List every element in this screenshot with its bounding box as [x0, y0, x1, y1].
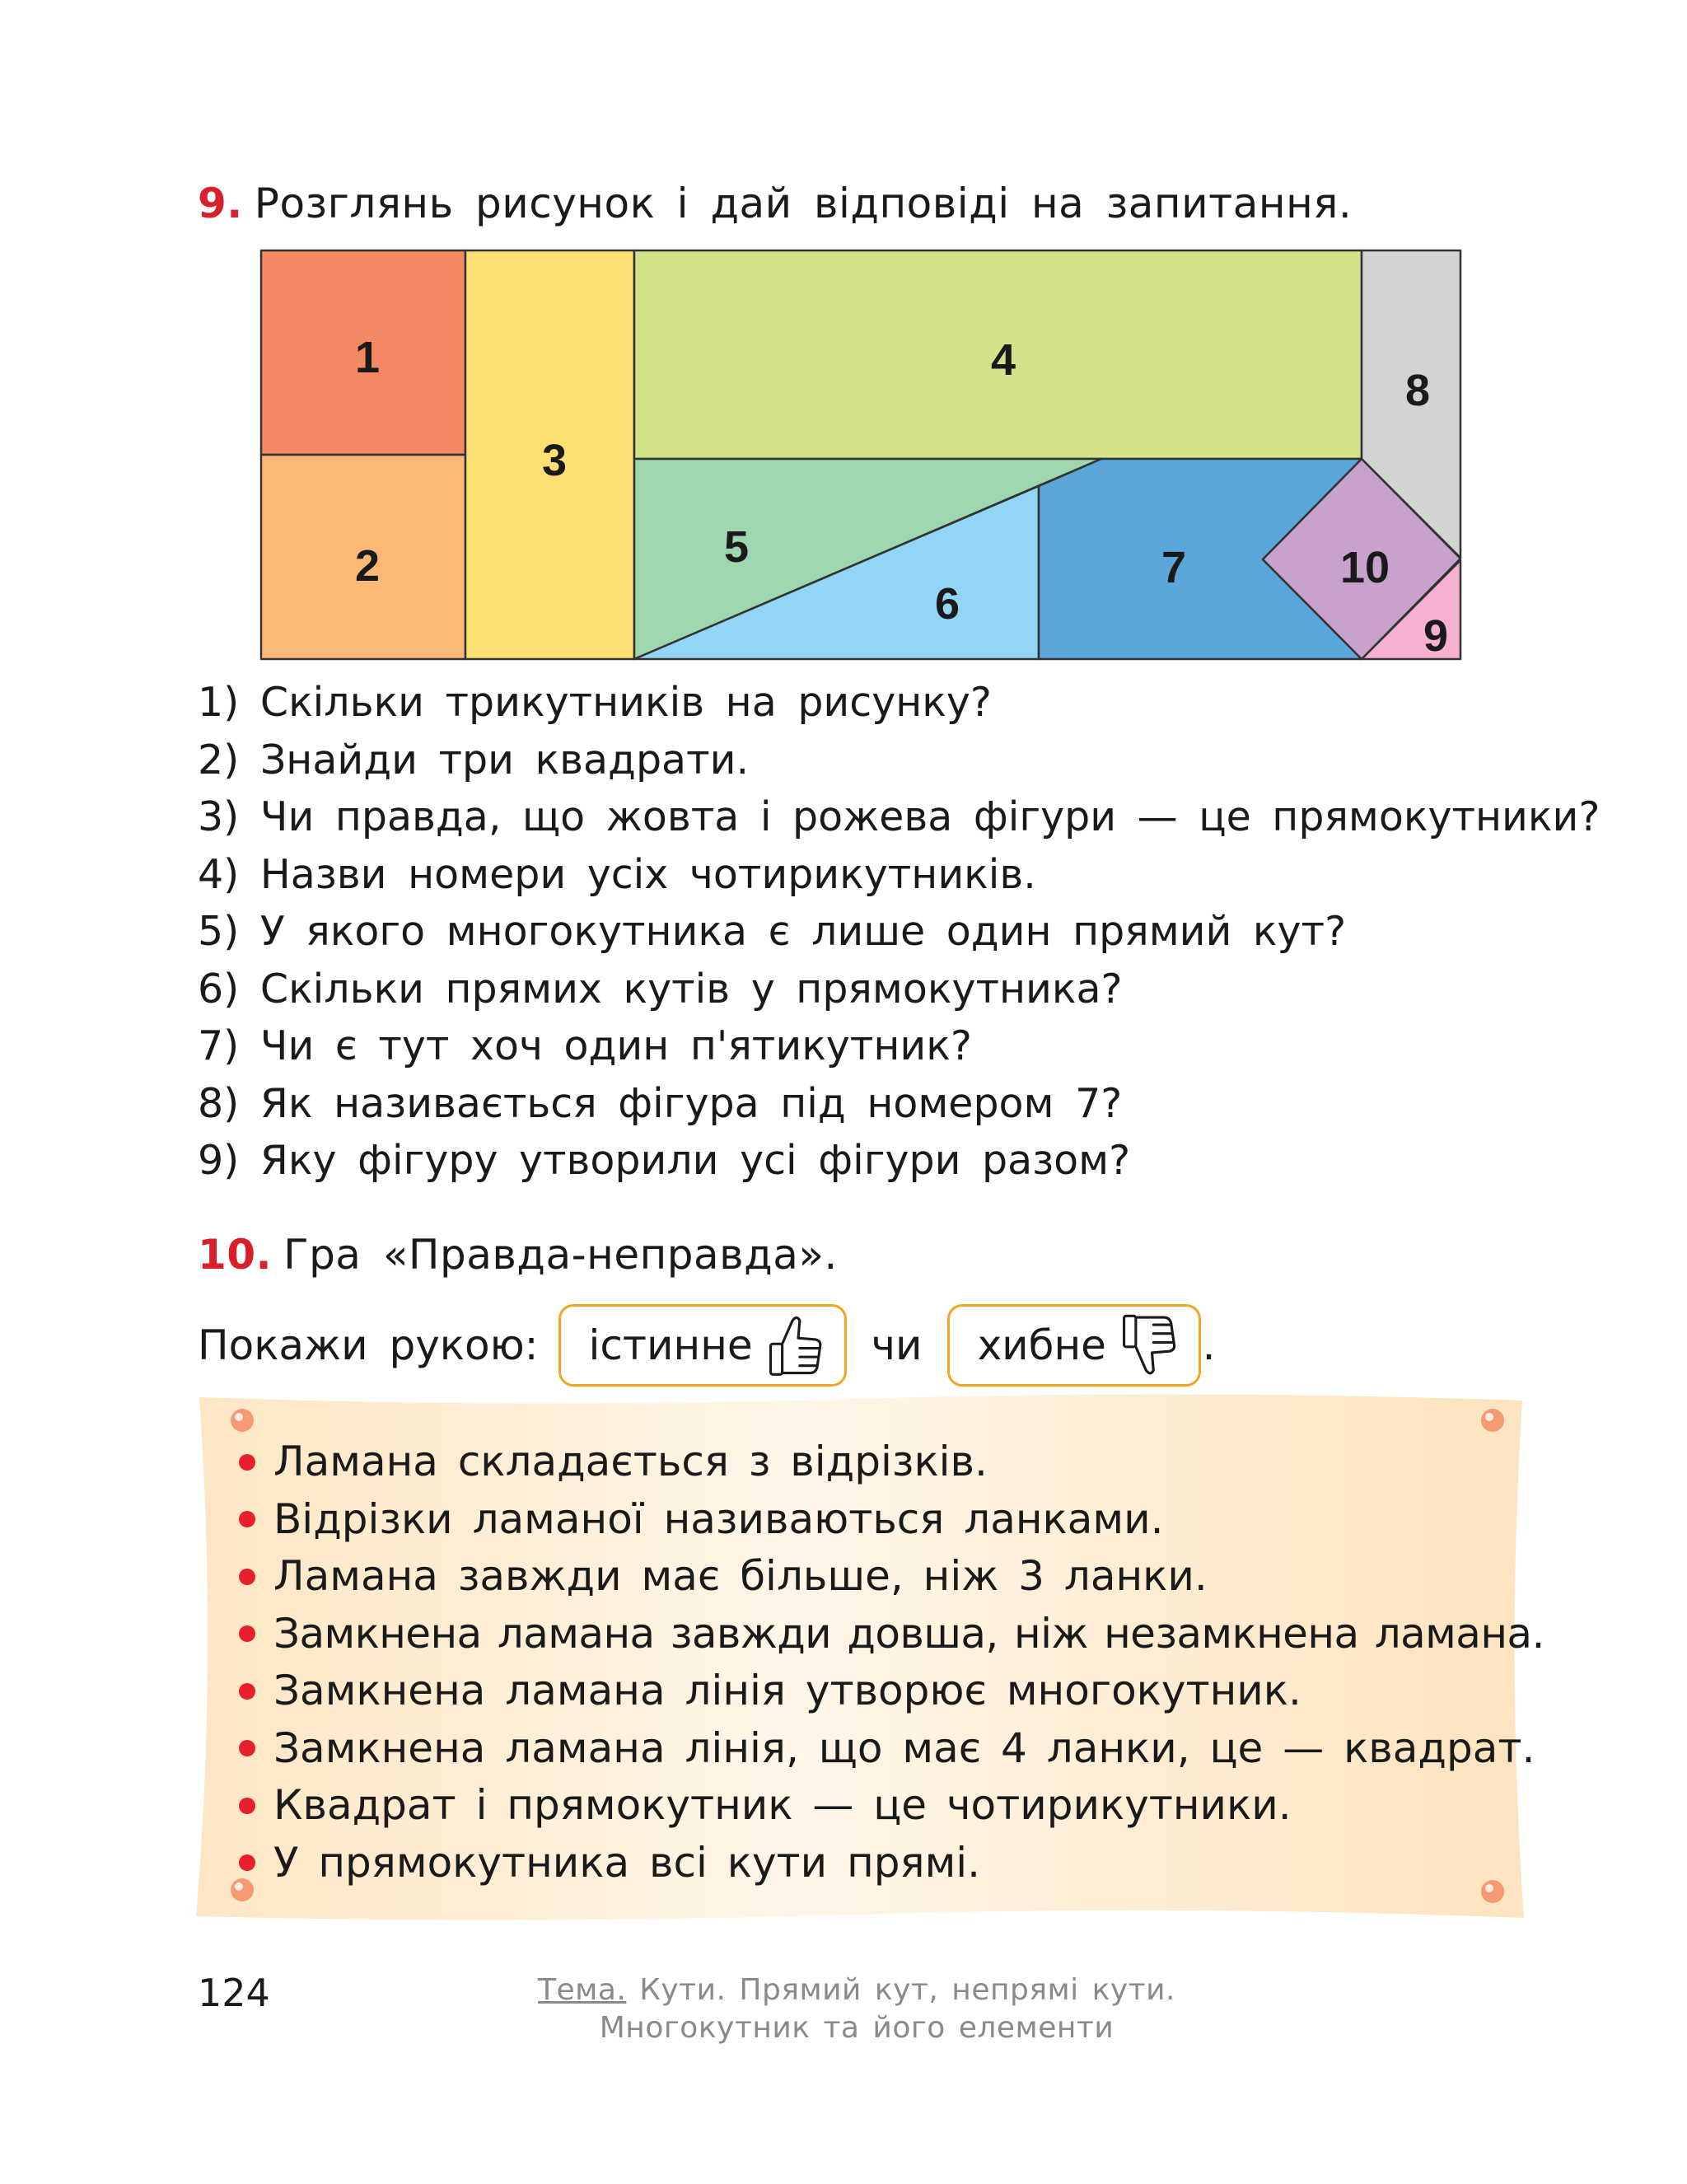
topic-footer — [527, 1971, 1186, 2047]
questions-list — [198, 674, 1600, 1190]
shape-2-label: 2 — [354, 541, 381, 591]
show-label: Покажи рукою: — [198, 1321, 539, 1369]
statement-text: Замкнена ламана лінія, що має 4 ланки, це — квадрат. — [273, 1723, 1535, 1772]
topic-line-1: Кути. Прямий кут, непрямі кути. — [639, 1973, 1175, 2007]
statement-text: Квадрат і прямокутник — це чотирикутники. — [273, 1781, 1292, 1829]
show-by-hand-line — [198, 1300, 1215, 1391]
topic-line-2: Многокутник та його елементи — [599, 2011, 1115, 2045]
or-label: чи — [871, 1321, 923, 1369]
pin-icon — [231, 1409, 254, 1432]
statement-item — [239, 1548, 1544, 1606]
shape-7-label: 7 — [1161, 543, 1187, 592]
bullet-icon — [239, 1511, 255, 1527]
statement-text: Відрізки ламаної називаються ланками. — [273, 1494, 1164, 1543]
shape-5-label: 5 — [723, 522, 750, 572]
shape-8-label: 8 — [1404, 366, 1431, 415]
shapes-figure — [259, 249, 1462, 662]
task-10-title: Гра «Правда-неправда». — [283, 1231, 838, 1279]
bullet-icon — [239, 1798, 255, 1814]
shape-4-label: 4 — [990, 335, 1016, 385]
statement-text: Замкнена ламана лінія утворює многокутник. — [273, 1667, 1301, 1714]
true-label: істинне — [588, 1321, 753, 1369]
statement-text: Ламана завжди має більше, ніж 3 ланки. — [273, 1552, 1208, 1600]
task-9-number: 9. — [198, 180, 243, 227]
statement-item — [239, 1433, 1544, 1491]
question-item: 6) Скільки прямих кутів у прямокутника? — [198, 965, 1123, 1012]
shape-3-label: 3 — [541, 436, 568, 485]
question-item: 8) Як називається фігура під номером 7? — [198, 1079, 1123, 1127]
true-pill — [558, 1304, 847, 1387]
pin-icon — [1481, 1409, 1504, 1432]
statement-text: У прямокутника всі кути прямі. — [273, 1838, 981, 1887]
statements-list — [239, 1433, 1544, 1892]
task-10-number: 10. — [198, 1231, 273, 1279]
question-item: 4) Назви номери усіх чотирикутників. — [198, 850, 1036, 898]
question-item: 9) Яку фігуру утворили усі фігури разом? — [198, 1137, 1131, 1184]
statement-item — [239, 1663, 1544, 1720]
question-item: 7) Чи є тут хоч один п'ятикутник? — [198, 1022, 972, 1069]
task-9-heading — [198, 180, 1352, 227]
question-item: 1) Скільки трикутників на рисунку? — [198, 679, 992, 726]
bullet-icon — [239, 1740, 255, 1756]
shape-9-label: 9 — [1423, 611, 1449, 661]
statement-item — [239, 1491, 1544, 1549]
bullet-icon — [239, 1625, 255, 1642]
shape-1-label: 1 — [354, 333, 381, 382]
statement-text: Ламана складається з відрізків. — [273, 1438, 988, 1485]
false-pill — [947, 1304, 1201, 1387]
page-number: 124 — [198, 1971, 270, 2015]
statement-item — [239, 1720, 1544, 1778]
task-9-prompt: Розглянь рисунок і дай відповіді на запитання. — [254, 180, 1353, 227]
bullet-icon — [239, 1854, 255, 1871]
task-10-heading — [198, 1231, 838, 1279]
thumbs-up-icon — [768, 1311, 825, 1380]
shape-10-label: 10 — [1339, 543, 1390, 592]
bullet-icon — [239, 1454, 255, 1471]
statement-text: Замкнена ламана завжди довша, ніж незамкнена ламана. — [273, 1609, 1544, 1658]
topic-label: Тема. — [538, 1973, 627, 2007]
shape-6-label: 6 — [934, 579, 960, 629]
false-label: хибне — [977, 1321, 1106, 1369]
statement-item — [239, 1835, 1544, 1892]
end-period: . — [1202, 1321, 1216, 1369]
thumbs-down-icon — [1121, 1311, 1179, 1380]
question-item: 2) Знайди три квадрати. — [198, 736, 750, 783]
statement-item — [239, 1777, 1544, 1835]
bullet-icon — [239, 1569, 255, 1585]
question-item: 3) Чи правда, що жовта і рожева фігури — це прямокутники? — [198, 793, 1601, 840]
statement-item — [239, 1606, 1544, 1663]
bullet-icon — [239, 1683, 255, 1700]
question-item: 5) У якого многокутника є лише один прямий кут? — [198, 908, 1347, 955]
